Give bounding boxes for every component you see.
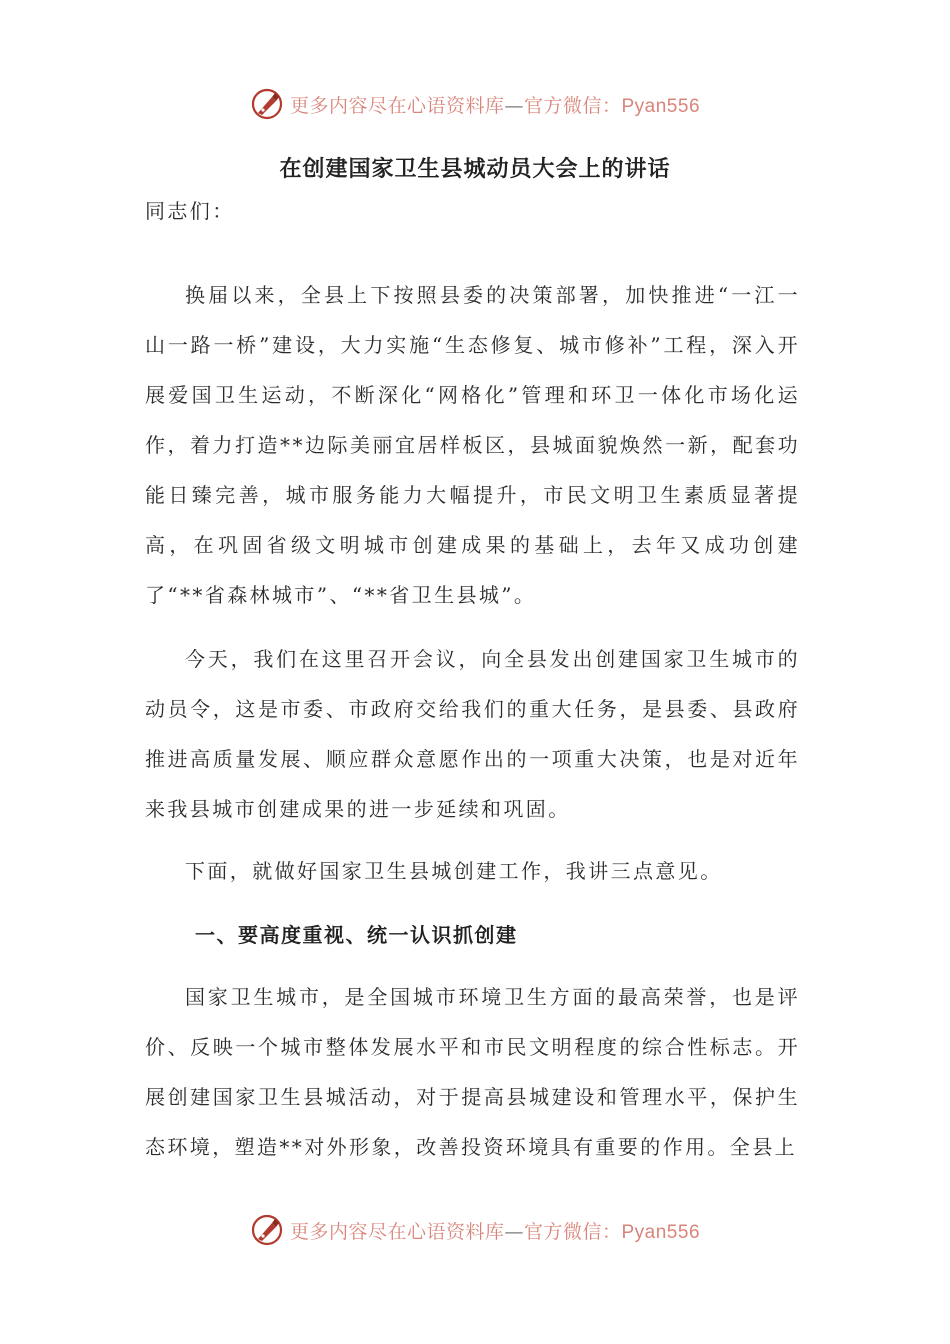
watermark-text [290,1217,700,1244]
watermark-separator: — [504,1220,524,1243]
watermark-header [0,84,950,124]
watermark-text [290,91,700,118]
watermark-id: Pyan556 [621,95,701,117]
paragraph-2: 今天，我们在这里召开会议，向全县发出创建国家卫生城市的动员令，这是市委、市政府交给我们的重大任务，是县委、县政府推进高质量发展、顺应群众意愿作出的一项重大决策，也是对近年来我县城市创建成果的进一步延续和巩固。 [145,647,800,821]
watermark-label: 官方微信： [523,1220,622,1243]
section-heading-1: 一、要高度重视、统一认识抓创建 [195,923,518,947]
paragraph-1: 换届以来，全县上下按照县委的决策部署，加快推进“一江一山一路一桥”建设，大力实施“生态修复、城市修补”工程，深入开展爱国卫生运动，不断深化“网格化”管理和环卫一体化市场化运作，着力打造**边际美丽宜居样板区，县城面貌焕然一新，配套功能日臻完善，城市服务能力大幅提升，市民文明卫生素质显著提高，在巩固省级文明城市创建成果的基础上，去年又成功创建了“**省森林城市”、“**省卫生县城”。 [145,283,800,607]
pen-nib-circle-icon [250,87,284,121]
pen-nib-circle-icon [250,1213,284,1247]
watermark-id: Pyan556 [621,1221,701,1243]
watermark-separator: — [504,94,524,117]
salutation: 同志们： [145,199,235,223]
paragraph-3: 下面，就做好国家卫生县城创建工作，我讲三点意见。 [185,859,723,883]
watermark-label: 官方微信： [523,94,622,117]
watermark-main: 更多内容尽在心语资料库 [289,1220,505,1243]
watermark-footer [0,1210,950,1250]
document-title: 在创建国家卫生县城动员大会上的讲话 [279,157,671,182]
watermark-main: 更多内容尽在心语资料库 [289,94,505,117]
paragraph-4: 国家卫生城市，是全国城市环境卫生方面的最高荣誉，也是评价、反映一个城市整体发展水平和市民文明程度的综合性标志。开展创建国家卫生县城活动，对于提高县城建设和管理水平，保护生态环境，塑造**对外形象，改善投资环境具有重要的作用。全县上 [145,985,800,1159]
